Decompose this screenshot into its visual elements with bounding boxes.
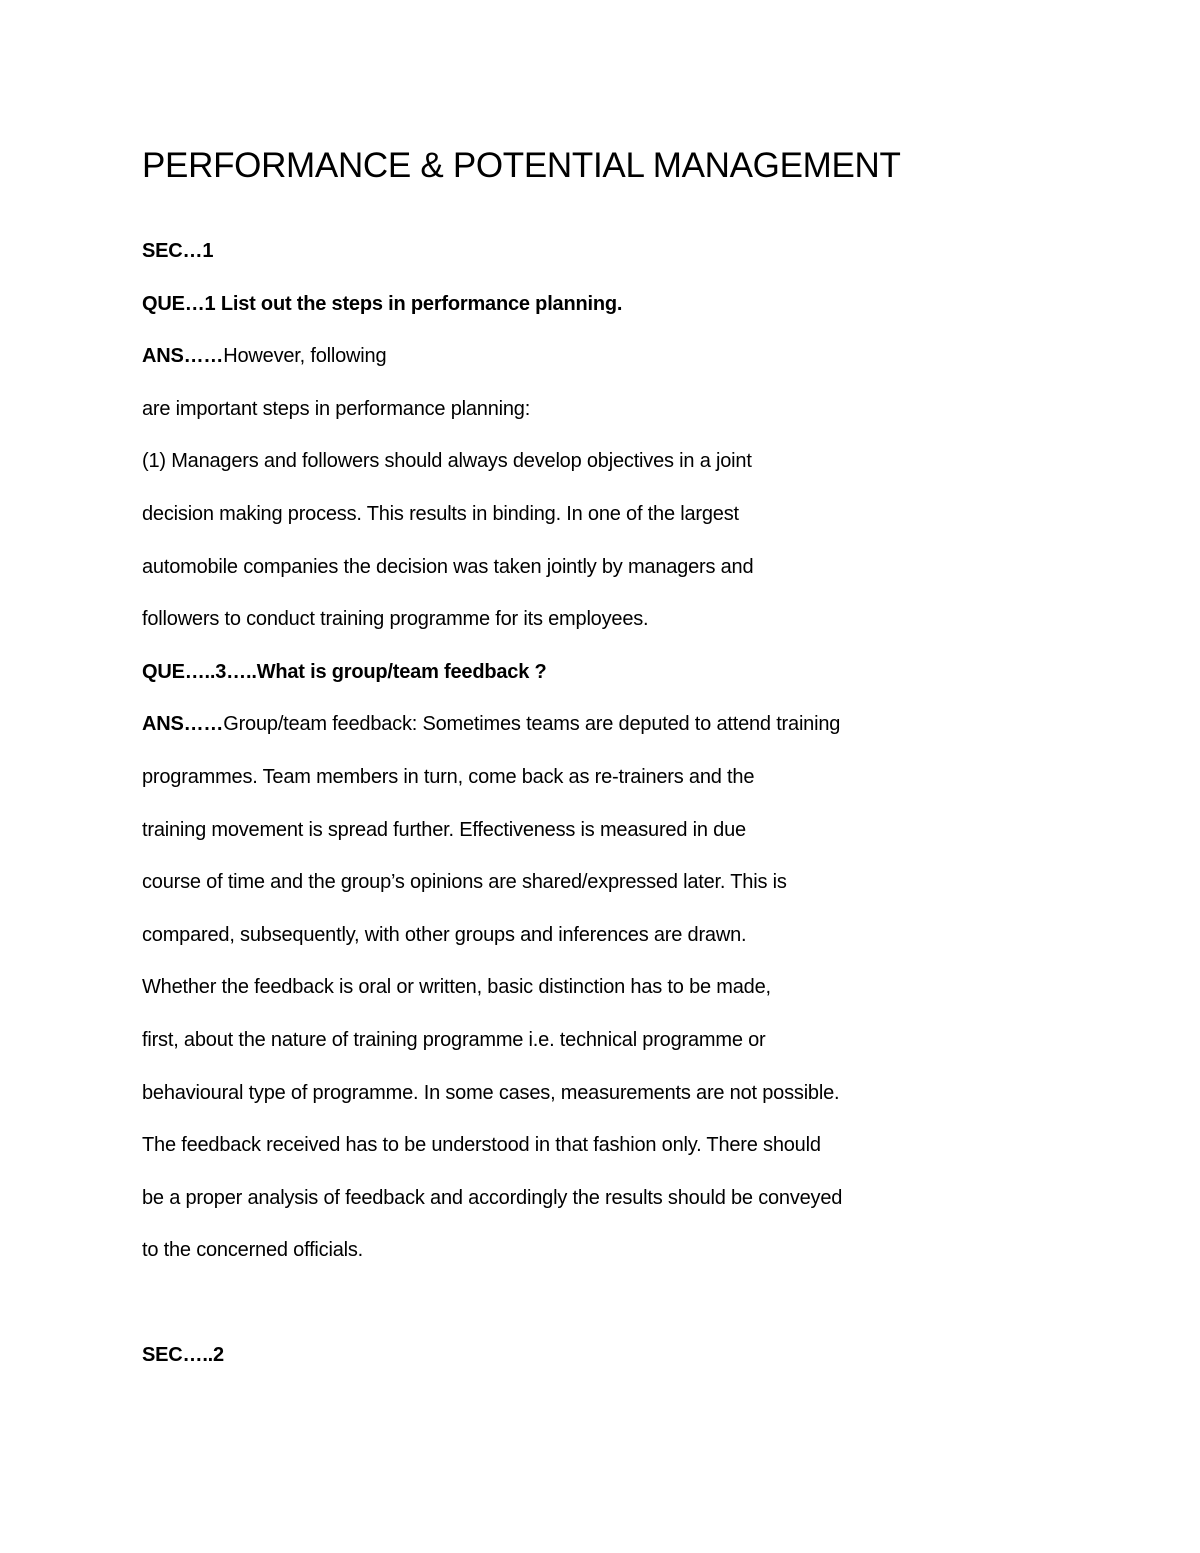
answer-3-line: first, about the nature of training programme i.e. technical programme or	[142, 1028, 766, 1051]
answer-3-line: Whether the feedback is oral or written, basic distinction has to be made,	[142, 976, 771, 999]
answer-3-line: to the concerned officials.	[142, 1239, 364, 1262]
answer-3-line: course of time and the group’s opinions are shared/expressed later. This is	[142, 871, 787, 894]
answer-text: Group/team feedback: Sometimes teams are deputed to attend training	[223, 713, 841, 736]
answer-1-line: automobile companies the decision was taken jointly by managers and	[142, 555, 754, 578]
question-1: QUE…1 List out the steps in performance planning.	[142, 292, 623, 315]
answer-3-first-line	[142, 698, 942, 751]
document-title: PERFORMANCE & POTENTIAL MANAGEMENT	[142, 146, 901, 185]
section-heading-2: SEC…..2	[142, 1344, 224, 1367]
answer-3-line: be a proper analysis of feedback and accordingly the results should be conveyed	[142, 1186, 843, 1209]
section-heading-1: SEC…1	[142, 240, 214, 262]
answer-3-line: The feedback received has to be understood in that fashion only. There should	[142, 1134, 821, 1157]
answer-1-line: are important steps in performance planning:	[142, 397, 531, 420]
question-3: QUE…..3…..What is group/team feedback ?	[142, 660, 547, 683]
document-body	[142, 140, 942, 1382]
answer-3-line: behavioural type of programme. In some cases, measurements are not possible.	[142, 1081, 840, 1104]
answer-3-line: training movement is spread further. Effectiveness is measured in due	[142, 818, 746, 841]
answer-text: However, following	[223, 345, 387, 368]
answer-label: ANS……	[142, 345, 224, 368]
answer-1-first-line	[142, 330, 942, 383]
answer-1-line: (1) Managers and followers should always develop objectives in a joint	[142, 450, 752, 473]
answer-1-line: decision making process. This results in binding. In one of the largest	[142, 502, 739, 525]
answer-3-line: programmes. Team members in turn, come back as re-trainers and the	[142, 765, 755, 788]
blank-line	[142, 1277, 942, 1330]
answer-3-line: compared, subsequently, with other groups and inferences are drawn.	[142, 923, 747, 946]
answer-label: ANS……	[142, 713, 224, 736]
answer-1-line: followers to conduct training programme for its employees.	[142, 608, 649, 631]
